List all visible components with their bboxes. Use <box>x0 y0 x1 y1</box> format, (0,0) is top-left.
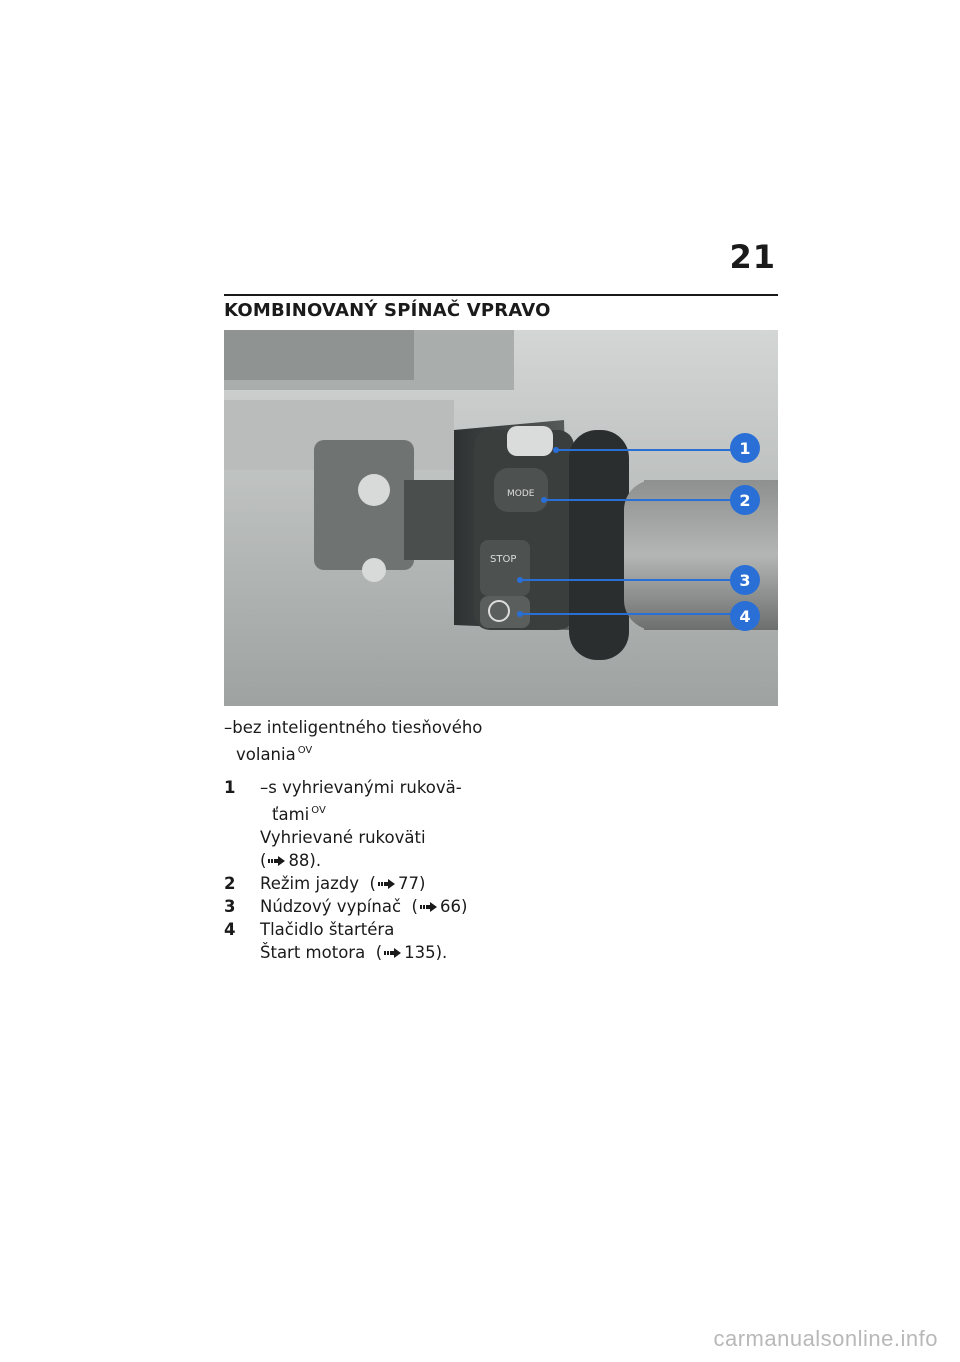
page-number: 21 <box>729 238 776 276</box>
page-ref-arrow-icon <box>268 855 286 867</box>
item-1-line-2: ťami $^{OV}$ <box>272 805 326 824</box>
page-ref-arrow-icon <box>420 901 438 913</box>
list-item-3 <box>224 895 524 918</box>
mode-button-label: MODE <box>507 489 535 499</box>
item-1-ref[interactable]: ( 88). <box>260 851 322 870</box>
page-ref-arrow-icon <box>378 878 396 890</box>
option-superscript: OV <box>297 745 313 756</box>
intro-line-2 <box>224 739 524 766</box>
callout-1-label: 1 <box>739 439 751 458</box>
page-ref-arrow-icon <box>384 947 402 959</box>
handlebar-switch-photo <box>224 330 778 706</box>
intro-text-2: volania <box>236 745 296 764</box>
list-item-1 <box>224 776 524 872</box>
item-number: 3 <box>224 897 236 916</box>
item-number: 1 <box>224 778 236 797</box>
list-item-2 <box>224 872 524 895</box>
item-1-line-1: –s vyhrievanými rukovä- <box>260 778 462 797</box>
item-1-ref-text: Vyhrievané rukoväti <box>260 828 426 847</box>
stop-button-label: STOP <box>490 554 517 565</box>
item-4-line-1: Tlačidlo štartéra <box>260 920 395 939</box>
section-title: KOMBINOVANÝ SPÍNAČ VPRAVO <box>224 300 551 321</box>
watermark: carmanualsonline.info <box>713 1326 938 1351</box>
intro-line <box>224 716 524 739</box>
list-item-4 <box>224 918 524 964</box>
item-number: 4 <box>224 920 236 939</box>
intro-text: –bez inteligentného tiesňového <box>224 718 483 737</box>
callout-2-label: 2 <box>739 491 751 510</box>
description-block <box>224 716 524 964</box>
option-superscript: OV <box>311 805 326 816</box>
item-number: 2 <box>224 874 236 893</box>
header-rule <box>224 294 778 296</box>
item-4-line-2[interactable]: Štart motora ( 135). <box>260 943 448 962</box>
item-3-line[interactable]: Núdzový vypínač ( 66) <box>260 897 468 916</box>
callout-3-label: 3 <box>739 571 751 590</box>
item-2-line[interactable]: Režim jazdy ( 77) <box>260 874 426 893</box>
callout-4-label: 4 <box>739 607 751 626</box>
